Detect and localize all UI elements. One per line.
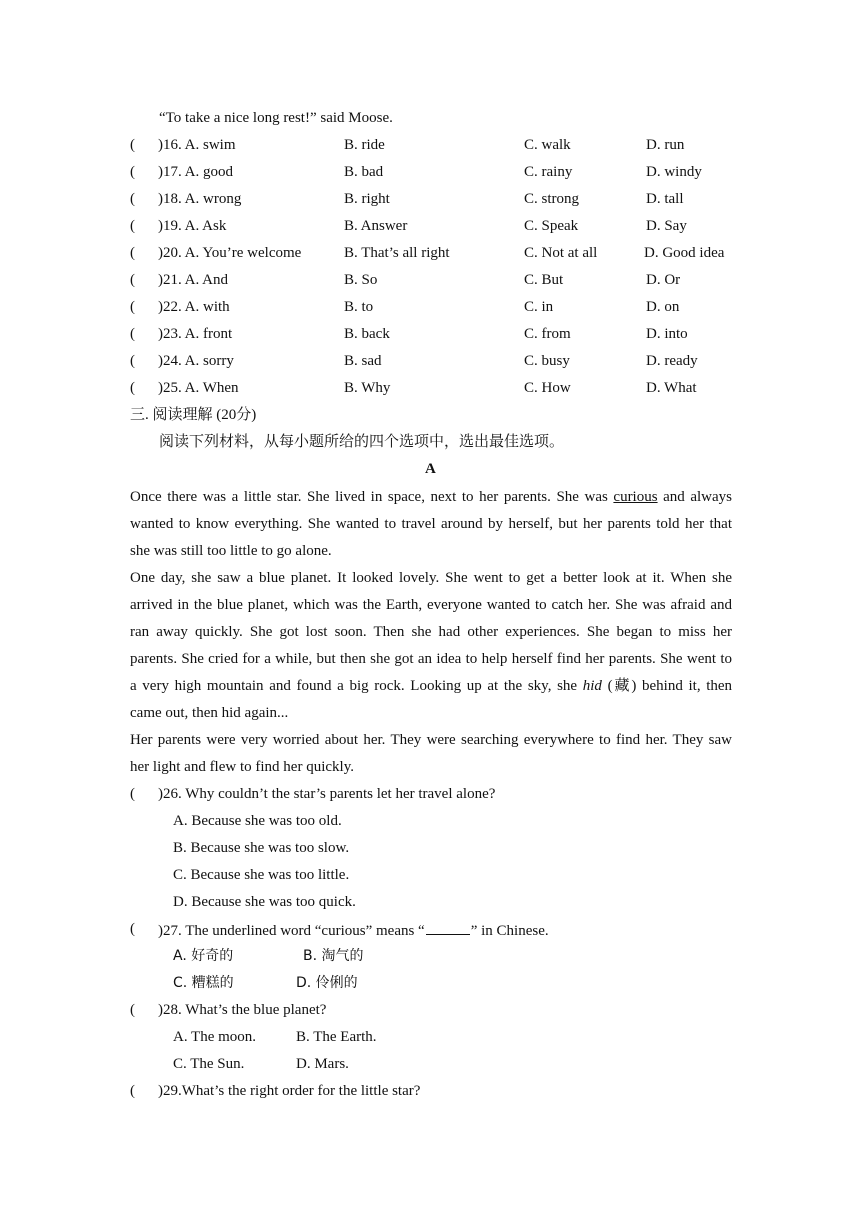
answer-paren: ( <box>130 921 135 937</box>
option-c: C. busy <box>524 353 570 369</box>
option-c: C. Speak <box>524 218 579 234</box>
passage-line: a very high mountain and found a big rock. Looking up at the sky, she hid (藏) behind it, then <box>130 678 733 694</box>
question-27-stem: )27. The underlined word “curious” means “ ” in Chinese. <box>158 923 549 939</box>
passage-line: she was still too little to go alone. <box>130 543 332 559</box>
option-d: D. Or <box>646 272 681 288</box>
option: A. 好奇的 <box>173 948 234 964</box>
question-stem-option-a: )23. A. front <box>158 326 233 342</box>
option-c: C. walk <box>524 137 571 153</box>
option: D. 伶俐的 <box>296 975 358 991</box>
option-b: B. ride <box>344 137 385 153</box>
option-b: B. That’s all right <box>344 245 450 261</box>
question-stem-option-a: )25. A. When <box>158 380 239 396</box>
option-d: D. What <box>646 380 697 396</box>
question-stem-option-a: )16. A. swim <box>158 137 236 153</box>
option-c: C. from <box>524 326 571 342</box>
answer-paren: ( <box>130 353 135 369</box>
option-d: D. on <box>646 299 680 315</box>
option: A. The moon. <box>173 1029 257 1045</box>
option: C. The Sun. <box>173 1056 245 1072</box>
answer-blank <box>426 922 470 935</box>
option: C. 糟糕的 <box>173 975 234 991</box>
section-title-text: 三. 阅读理解 (20分) <box>130 407 257 423</box>
answer-paren: ( <box>130 245 135 261</box>
option: A. Because she was too old. <box>173 813 342 829</box>
intro-line: “To take a nice long rest!” said Moose. <box>159 110 393 126</box>
answer-paren: ( <box>130 272 135 288</box>
option-c: C. strong <box>524 191 580 207</box>
question-stem-option-a: )20. A. You’re welcome <box>158 245 302 261</box>
option-d: D. run <box>646 137 685 153</box>
answer-paren: ( <box>130 218 135 234</box>
option-b: B. Why <box>344 380 391 396</box>
passage-line: Her parents were very worried about her. They were searching everywhere to find her. They saw <box>130 732 732 748</box>
question-stem-option-a: )18. A. wrong <box>158 191 242 207</box>
option-c: C. How <box>524 380 571 396</box>
answer-paren: ( <box>130 164 135 180</box>
option-c: C. rainy <box>524 164 573 180</box>
answer-paren: ( <box>130 137 135 153</box>
option-b: B. to <box>344 299 374 315</box>
option-d: D. tall <box>646 191 684 207</box>
answer-paren: ( <box>130 1083 135 1099</box>
option-d: D. Good idea <box>644 245 725 261</box>
underlined-word: curious <box>613 489 658 505</box>
question-26-stem: )26. Why couldn’t the star’s parents let her travel alone? <box>158 786 496 802</box>
answer-paren: ( <box>130 380 135 396</box>
option: B. The Earth. <box>296 1029 377 1045</box>
question-stem-option-a: )21. A. And <box>158 272 229 288</box>
question-stem-option-a: )24. A. sorry <box>158 353 234 369</box>
passage-line: came out, then hid again... <box>130 705 289 721</box>
answer-paren: ( <box>130 326 135 342</box>
question-28-stem: )28. What’s the blue planet? <box>158 1002 327 1018</box>
passage-line: parents. She cried for a while, but then she got an idea to help herself find her parents. She went to <box>130 651 732 667</box>
option-d: D. into <box>646 326 688 342</box>
option-c: C. Not at all <box>524 245 598 261</box>
passage-line: One day, she saw a blue planet. It looked lovely. She went to get a better look at it. When she <box>130 570 732 586</box>
answer-paren: ( <box>130 191 135 207</box>
question-29-stem: )29.What’s the right order for the little star? <box>158 1083 421 1099</box>
passage-line: ran away quickly. She got lost soon. Then she had other experiences. She began to miss her <box>130 624 732 640</box>
option: D. Because she was too quick. <box>173 894 356 910</box>
passage-line: wanted to know everything. She wanted to travel around by herself, but her parents told her that <box>130 516 732 532</box>
answer-paren: ( <box>130 299 135 315</box>
answer-paren: ( <box>130 1002 135 1018</box>
passage-line: arrived in the blue planet, which was the Earth, everyone wanted to catch her. She was afraid and <box>130 597 732 613</box>
question-stem-option-a: )22. A. with <box>158 299 230 315</box>
question-stem-option-a: )17. A. good <box>158 164 233 180</box>
option-b: B. back <box>344 326 390 342</box>
passage-label: A <box>425 461 436 477</box>
option-b: B. right <box>344 191 390 207</box>
option: B. Because she was too slow. <box>173 840 350 856</box>
answer-paren: ( <box>130 786 135 802</box>
option: B. 淘气的 <box>303 948 364 964</box>
instruction-text: 阅读下列材料，从每小题所给的四个选项中，选出最佳选项。 <box>159 434 565 450</box>
option: D. Mars. <box>296 1056 349 1072</box>
passage-line: Once there was a little star. She lived in space, next to her parents. She was curious and always <box>130 489 733 505</box>
option-c: C. in <box>524 299 554 315</box>
gloss: (藏) <box>607 678 637 694</box>
italic-word: hid <box>582 678 602 694</box>
section-title <box>130 408 256 423</box>
option-d: D. ready <box>646 353 698 369</box>
option-b: B. Answer <box>344 218 408 234</box>
option-b: B. So <box>344 272 378 288</box>
passage-line: her light and flew to find her quickly. <box>130 759 354 775</box>
option-b: B. bad <box>344 164 384 180</box>
option: C. Because she was too little. <box>173 867 350 883</box>
option-d: D. Say <box>646 218 687 234</box>
option-b: B. sad <box>344 353 382 369</box>
option-c: C. But <box>524 272 564 288</box>
option-d: D. windy <box>646 164 702 180</box>
question-stem-option-a: )19. A. Ask <box>158 218 227 234</box>
